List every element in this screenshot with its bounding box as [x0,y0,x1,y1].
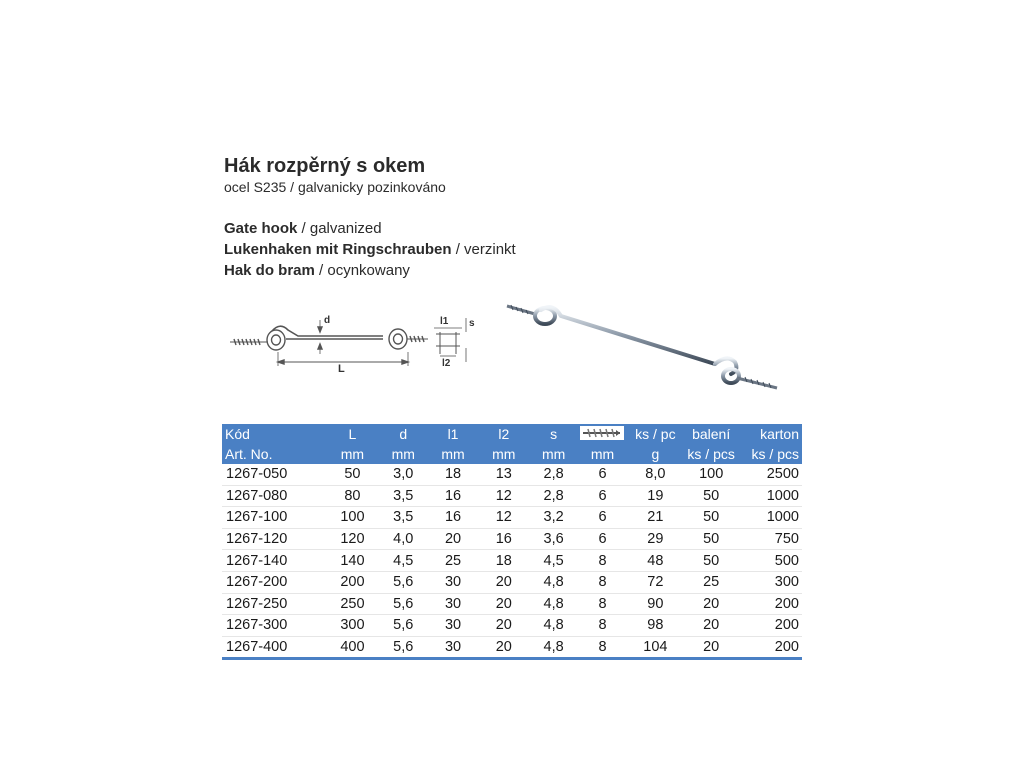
label-d: d [324,315,331,326]
table-cell: 80 [327,485,379,507]
col-header-l1: l1 [428,424,478,444]
table-cell: 1267-050 [222,464,327,485]
table-cell: 50 [683,528,739,550]
table-row [222,507,802,529]
table-cell: 1267-080 [222,485,327,507]
table-cell: 30 [428,615,478,637]
label-s: s [469,318,475,329]
table-cell: 100 [327,507,379,529]
table-cell: 5,6 [378,593,428,615]
table-cell: 140 [327,550,379,572]
product-subtitle: ocel S235 / galvanicky pozinkováno [224,179,446,195]
table-cell: 4,5 [530,550,578,572]
table-cell: 30 [428,571,478,593]
table-cell: 90 [627,593,683,615]
table-cell: 50 [683,550,739,572]
table-cell: 6 [578,464,628,485]
table-cell: 8 [578,571,628,593]
table-cell: 72 [627,571,683,593]
product-photo [505,298,780,390]
table-row [222,528,802,550]
table-cell: 300 [327,615,379,637]
table-cell: 6 [578,528,628,550]
table-cell: 2,8 [530,485,578,507]
table-cell: 30 [428,593,478,615]
table-cell: 1267-200 [222,571,327,593]
translations [224,218,516,281]
table-cell: 1267-100 [222,507,327,529]
table-cell: 100 [683,464,739,485]
table-cell: 2500 [739,464,802,485]
col-header-L: L [327,424,379,444]
table-cell: 8 [578,593,628,615]
table-cell: 25 [428,550,478,572]
col-unit-weight: g [627,444,683,464]
table-row [222,464,802,485]
col-unit-karton: ks / pcs [739,444,802,464]
table-cell: 50 [683,485,739,507]
col-header-weight: ks / pc [627,424,683,444]
table-cell: 1267-250 [222,593,327,615]
table-cell: 4,8 [530,636,578,659]
table-cell: 29 [627,528,683,550]
table-cell: 12 [478,507,530,529]
product-title: Hák rozpěrný s okem [224,155,426,177]
table-cell: 1000 [739,507,802,529]
translation-pl: Hak do bram / ocynkowany [224,262,410,279]
table-cell: 3,2 [530,507,578,529]
col-unit-l2: mm [478,444,530,464]
table-row [222,571,802,593]
table-cell: 19 [627,485,683,507]
table-cell: 48 [627,550,683,572]
table-cell: 25 [683,571,739,593]
table-cell: 1000 [739,485,802,507]
spec-table-body [222,464,802,659]
col-header-baleni: balení [683,424,739,444]
table-cell: 12 [478,485,530,507]
table-row [222,593,802,615]
table-row [222,615,802,637]
col-header-kod: Kód [222,424,327,444]
table-cell: 1267-120 [222,528,327,550]
col-header-s: s [530,424,578,444]
table-cell: 6 [578,485,628,507]
table-cell: 20 [683,593,739,615]
table-cell: 4,8 [530,571,578,593]
label-L: L [338,363,345,375]
table-cell: 16 [478,528,530,550]
table-cell: 4,8 [530,593,578,615]
header-row-2 [222,444,802,464]
table-cell: 20 [683,615,739,637]
table-cell: 3,6 [530,528,578,550]
table-cell: 30 [428,636,478,659]
table-cell: 4,8 [530,615,578,637]
table-cell: 16 [428,485,478,507]
translation-en: Gate hook / galvanized [224,220,382,237]
table-cell: 20 [478,593,530,615]
table-cell: 1267-140 [222,550,327,572]
table-row [222,636,802,659]
col-unit-L: mm [327,444,379,464]
col-unit-dowel: mm [578,444,628,464]
table-cell: 6 [578,507,628,529]
table-cell: 104 [627,636,683,659]
table-cell: 18 [428,464,478,485]
table-cell: 98 [627,615,683,637]
title-block [224,154,446,196]
col-header-d: d [378,424,428,444]
col-unit-baleni: ks / pcs [683,444,739,464]
table-cell: 3,0 [378,464,428,485]
table-cell: 3,5 [378,485,428,507]
table-cell: 50 [327,464,379,485]
table-cell: 120 [327,528,379,550]
header-row-1 [222,424,802,444]
table-cell: 8 [578,615,628,637]
col-header-l2: l2 [478,424,530,444]
label-l1: l1 [440,316,449,327]
table-cell: 18 [478,550,530,572]
dowel-icon [580,426,624,440]
table-cell: 20 [478,615,530,637]
table-cell: 13 [478,464,530,485]
col-unit-d: mm [378,444,428,464]
table-cell: 1267-400 [222,636,327,659]
col-unit-artno: Art. No. [222,444,327,464]
table-cell: 8,0 [627,464,683,485]
table-cell: 5,6 [378,571,428,593]
table-cell: 20 [478,571,530,593]
table-cell: 750 [739,528,802,550]
table-cell: 5,6 [378,636,428,659]
table-cell: 400 [327,636,379,659]
table-cell: 20 [478,636,530,659]
table-cell: 200 [327,571,379,593]
table-cell: 8 [578,636,628,659]
table-cell: 4,0 [378,528,428,550]
technical-drawing [228,306,478,378]
table-cell: 500 [739,550,802,572]
table-cell: 1267-300 [222,615,327,637]
col-unit-l1: mm [428,444,478,464]
col-header-karton: karton [739,424,802,444]
table-cell: 50 [683,507,739,529]
translation-de: Lukenhaken mit Ringschrauben / verzinkt [224,241,516,258]
table-cell: 20 [683,636,739,659]
table-cell: 250 [327,593,379,615]
table-row [222,550,802,572]
table-cell: 20 [428,528,478,550]
table-cell: 3,5 [378,507,428,529]
col-unit-s: mm [530,444,578,464]
table-cell: 8 [578,550,628,572]
table-cell: 16 [428,507,478,529]
table-cell: 2,8 [530,464,578,485]
table-cell: 300 [739,571,802,593]
label-l2: l2 [442,358,451,369]
table-cell: 4,5 [378,550,428,572]
table-row [222,485,802,507]
table-cell: 5,6 [378,615,428,637]
table-cell: 21 [627,507,683,529]
table-cell: 200 [739,615,802,637]
col-header-dowel [578,424,628,444]
table-cell: 200 [739,593,802,615]
spec-table [222,424,802,660]
table-cell: 200 [739,636,802,659]
